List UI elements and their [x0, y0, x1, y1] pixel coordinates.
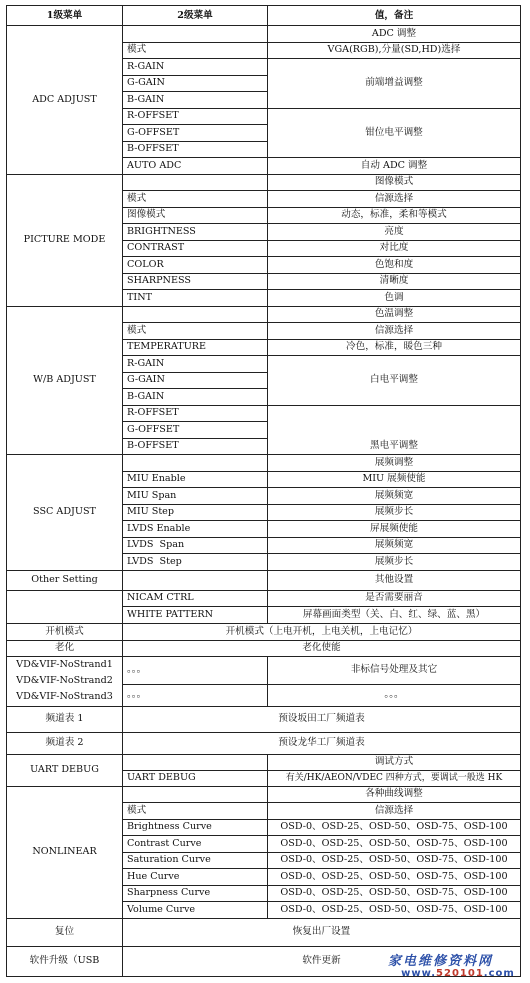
value-cell: 自动 ADC 调整 — [268, 158, 521, 175]
submenu-cell: MIU Step — [123, 504, 268, 521]
value-cell: 调试方式 — [268, 754, 521, 770]
header-value: 值，备注 — [268, 6, 521, 26]
value-cell: OSD-0、OSD-25、OSD-50、OSD-75、OSD-100 — [268, 902, 521, 919]
value-cell: 恢复出厂设置 — [123, 918, 521, 946]
submenu-cell — [123, 786, 268, 803]
value-cell: 展频步长 — [268, 504, 521, 521]
submenu-cell: Sharpness Curve — [123, 885, 268, 902]
header-level2: 2级菜单 — [123, 6, 268, 26]
value-cell: 预设龙华工厂频道表 — [123, 732, 521, 754]
submenu-cell: 模式 — [123, 323, 268, 340]
submenu-cell: B-GAIN — [123, 389, 268, 406]
header-row — [7, 6, 521, 26]
submenu-cell: R-OFFSET — [123, 405, 268, 422]
submenu-cell — [123, 754, 268, 770]
value-cell: 亮度 — [268, 224, 521, 241]
watermark-url-number: 520101 — [436, 968, 484, 979]
submenu-cell: Saturation Curve — [123, 852, 268, 869]
value-cell: 黑电平调整 — [268, 405, 521, 455]
value-cell: OSD-0、OSD-25、OSD-50、OSD-75、OSD-100 — [268, 852, 521, 869]
value-cell: 展频频宽 — [268, 488, 521, 505]
value-cell: 其他设置 — [268, 570, 521, 590]
submenu-cell: G-OFFSET — [123, 422, 268, 439]
submenu-cell: 。。。 — [123, 684, 268, 706]
submenu-cell — [123, 455, 268, 472]
value-cell: 色温调整 — [268, 306, 521, 323]
submenu-cell — [123, 570, 268, 590]
submenu-cell: 图像模式 — [123, 207, 268, 224]
submenu-cell: AUTO ADC — [123, 158, 268, 175]
submenu-cell: LVDS Span — [123, 537, 268, 554]
site-watermark — [388, 950, 528, 980]
value-cell: 是否需要丽音 — [268, 590, 521, 607]
value-cell: 预设坂田工厂频道表 — [123, 706, 521, 732]
table-row — [7, 656, 521, 684]
submenu-cell: TINT — [123, 290, 268, 307]
menu-nonlinear: NONLINEAR — [7, 786, 123, 918]
value-cell: 动态，标准，柔和等模式 — [268, 207, 521, 224]
value-cell: 软件更新 — [123, 946, 521, 976]
submenu-cell: G-OFFSET — [123, 125, 268, 142]
value-cell: 有关/HK/AEON/VDEC 四种方式，要调试一般选 HK — [268, 770, 521, 786]
value-cell: ADC 调整 — [268, 26, 521, 43]
value-cell: 屏展频使能 — [268, 521, 521, 538]
value-cell: 展频步长 — [268, 554, 521, 571]
value-cell: 屏幕画面类型（关、白、红、绿、蓝、黑） — [268, 607, 521, 624]
submenu-cell: Contrast Curve — [123, 836, 268, 853]
menu-vd-vif — [7, 656, 123, 706]
menu-wb-adjust: W/B ADJUST — [7, 306, 123, 455]
table-row — [7, 623, 521, 640]
watermark-url — [388, 968, 528, 979]
value-cell: OSD-0、OSD-25、OSD-50、OSD-75、OSD-100 — [268, 885, 521, 902]
submenu-cell: CONTRAST — [123, 240, 268, 257]
value-cell: 白电平调整 — [268, 356, 521, 406]
value-cell: MIU 展频使能 — [268, 471, 521, 488]
submenu-cell: MIU Span — [123, 488, 268, 505]
value-cell: OSD-0、OSD-25、OSD-50、OSD-75、OSD-100 — [268, 836, 521, 853]
menu-adc-adjust: ADC ADJUST — [7, 26, 123, 175]
value-cell: VGA(RGB),分量(SD,HD)选择 — [268, 42, 521, 59]
value-cell: 非标信号处理及其它 — [268, 656, 521, 684]
value-cell: 色饱和度 — [268, 257, 521, 274]
table-row — [7, 455, 521, 472]
submenu-cell — [123, 306, 268, 323]
value-cell: 。。。 — [268, 684, 521, 706]
submenu-cell: Brightness Curve — [123, 819, 268, 836]
value-cell: 展频调整 — [268, 455, 521, 472]
value-cell: 展频频宽 — [268, 537, 521, 554]
submenu-cell: WHITE PATTERN — [123, 607, 268, 624]
submenu-cell: R-GAIN — [123, 356, 268, 373]
menu-picture-mode: PICTURE MODE — [7, 174, 123, 306]
submenu-cell: B-GAIN — [123, 92, 268, 109]
table-row — [7, 732, 521, 754]
menu-software-update: 软件升级（USB — [7, 946, 123, 976]
value-cell: OSD-0、OSD-25、OSD-50、OSD-75、OSD-100 — [268, 819, 521, 836]
submenu-cell: Volume Curve — [123, 902, 268, 919]
watermark-url-suffix: .com — [483, 968, 515, 979]
menu-aging: 老化 — [7, 640, 123, 656]
value-cell: 清晰度 — [268, 273, 521, 290]
watermark-title: 家电维修资料网 — [388, 954, 494, 969]
value-cell: 色调 — [268, 290, 521, 307]
submenu-cell: 模式 — [123, 191, 268, 208]
submenu-cell: LVDS Step — [123, 554, 268, 571]
table-row — [7, 306, 521, 323]
value-cell: OSD-0、OSD-25、OSD-50、OSD-75、OSD-100 — [268, 869, 521, 886]
menu-ssc-adjust: SSC ADJUST — [7, 455, 123, 571]
submenu-cell: G-GAIN — [123, 75, 268, 92]
submenu-cell: R-GAIN — [123, 59, 268, 76]
table-row — [7, 640, 521, 656]
table-row — [7, 26, 521, 43]
submenu-cell: COLOR — [123, 257, 268, 274]
submenu-cell: TEMPERATURE — [123, 339, 268, 356]
submenu-cell: BRIGHTNESS — [123, 224, 268, 241]
value-cell: 冷色，标准，暖色三种 — [268, 339, 521, 356]
submenu-cell: LVDS Enable — [123, 521, 268, 538]
header-level1: 1级菜单 — [7, 6, 123, 26]
submenu-cell: 模式 — [123, 803, 268, 820]
menu-channel-table-2: 频道表 2 — [7, 732, 123, 754]
submenu-cell: B-OFFSET — [123, 438, 268, 455]
value-cell: 前端增益调整 — [268, 59, 521, 109]
table-row — [7, 754, 521, 770]
table-row — [7, 706, 521, 732]
table-row — [7, 918, 521, 946]
watermark-url-prefix: www. — [401, 968, 437, 979]
value-cell: 图像模式 — [268, 174, 521, 191]
submenu-cell — [123, 174, 268, 191]
menu-uart-debug: UART DEBUG — [7, 754, 123, 786]
menu-vd-vif-1: VD&VIF-NoStrand1 — [16, 659, 113, 670]
value-cell: 信源选择 — [268, 323, 521, 340]
submenu-cell: 模式 — [123, 42, 268, 59]
value-cell: 开机模式（上电开机，上电关机，上电记忆） — [123, 623, 521, 640]
table-row — [7, 786, 521, 803]
submenu-cell: NICAM CTRL — [123, 590, 268, 607]
submenu-cell: MIU Enable — [123, 471, 268, 488]
menu-reset: 复位 — [7, 918, 123, 946]
menu-other-setting: Other Setting — [7, 570, 123, 590]
submenu-cell — [123, 26, 268, 43]
value-cell: 信源选择 — [268, 803, 521, 820]
submenu-cell: R-OFFSET — [123, 108, 268, 125]
submenu-cell: 。。。 — [123, 656, 268, 684]
value-cell: 各种曲线调整 — [268, 786, 521, 803]
submenu-cell: G-GAIN — [123, 372, 268, 389]
submenu-cell: UART DEBUG — [123, 770, 268, 786]
value-cell: 对比度 — [268, 240, 521, 257]
menu-channel-table-1: 频道表 1 — [7, 706, 123, 732]
submenu-cell: Hue Curve — [123, 869, 268, 886]
value-cell: 钳位电平调整 — [268, 108, 521, 158]
submenu-cell: SHARPNESS — [123, 273, 268, 290]
menu-vd-vif-2: VD&VIF-NoStrand2 — [16, 675, 113, 686]
table-row — [7, 174, 521, 191]
submenu-cell: B-OFFSET — [123, 141, 268, 158]
menu-cell-empty — [7, 590, 123, 623]
table-row — [7, 570, 521, 590]
factory-menu-table — [6, 5, 521, 977]
table-row — [7, 590, 521, 607]
menu-vd-vif-3: VD&VIF-NoStrand3 — [16, 691, 113, 702]
value-cell: 老化使能 — [123, 640, 521, 656]
value-cell: 信源选择 — [268, 191, 521, 208]
menu-power-mode: 开机模式 — [7, 623, 123, 640]
